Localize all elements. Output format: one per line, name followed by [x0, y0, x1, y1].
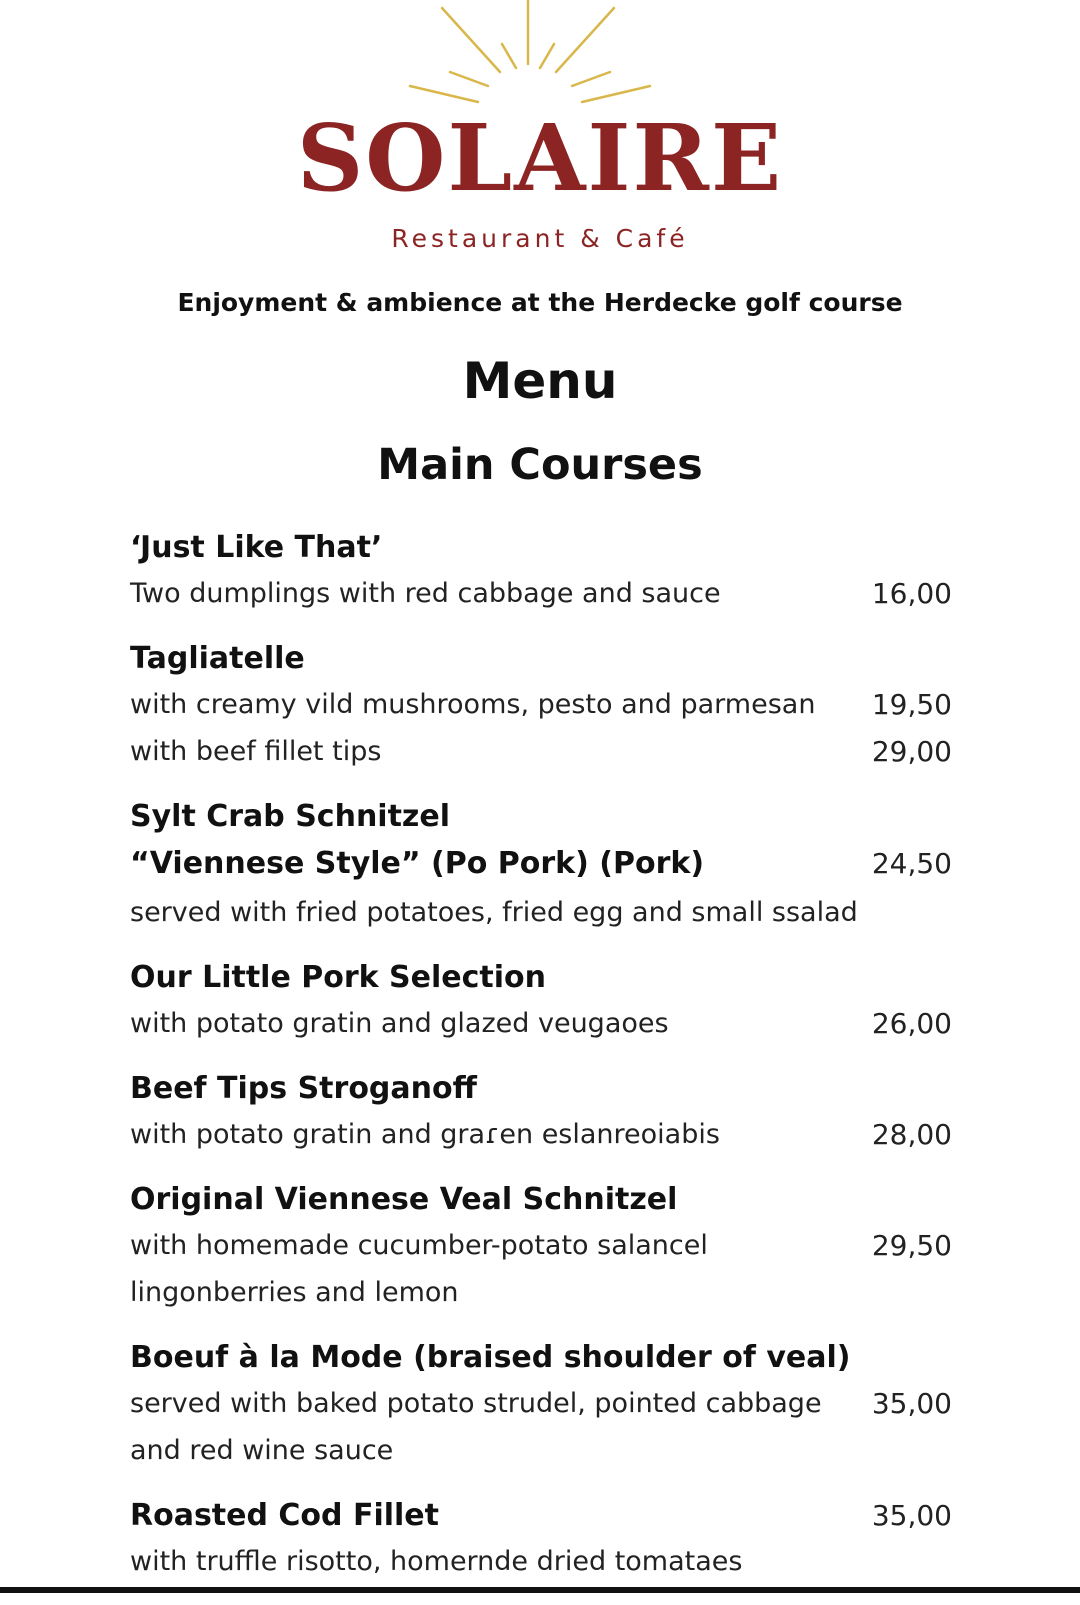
item-description [130, 1269, 952, 1316]
menu-item [130, 1178, 952, 1316]
item-description-text: lingonberries and lemon [130, 1277, 459, 1308]
tagline: Enjoyment & ambience at the Herdecke golf course [177, 288, 903, 317]
menu-items-list [130, 526, 952, 1605]
item-description [130, 570, 952, 617]
item-description [130, 889, 952, 936]
item-description [130, 728, 952, 775]
item-description-text: with potato gratin and glazed veugaoes [130, 1008, 669, 1039]
item-description [130, 1222, 952, 1269]
item-description-text: and red wine sauce [130, 1435, 394, 1466]
item-name: ‘Just Like That’ [130, 530, 383, 565]
item-description-text: with beef fillet tips [130, 736, 382, 767]
item-description [130, 1000, 952, 1047]
bottom-divider [0, 1587, 1080, 1593]
item-description-text: Two dumplings with red cabbage and sauce [130, 578, 721, 609]
menu-item [130, 637, 952, 775]
item-price: 35,00 [871, 1387, 952, 1420]
item-name: Original Viennese Veal Schnitzel [130, 1182, 678, 1217]
item-description [130, 1538, 952, 1585]
item-price: 24,50 [871, 847, 952, 880]
menu-item [130, 1494, 952, 1585]
item-name-row [130, 1494, 952, 1538]
item-description-text: served with baked potato strudel, pointed cabbage [130, 1388, 822, 1419]
item-subtitle-text: “Viennese Style” (Po Pork) (Pork) [130, 846, 705, 881]
item-price: 35,00 [871, 1499, 952, 1532]
menu-item [130, 1336, 952, 1474]
menu-item [130, 1067, 952, 1158]
item-name: Boeuf à la Mode (braised shoulder of veal) [130, 1340, 851, 1375]
item-price: 16,00 [871, 577, 952, 610]
section-title: Main Courses [377, 440, 703, 490]
item-price: 26,00 [871, 1007, 952, 1040]
item-description-text: with homemade cucumber-potato salancel [130, 1230, 708, 1261]
item-price: 28,00 [871, 1118, 952, 1151]
item-name: Our Little Pork Selection [130, 960, 547, 995]
menu-item [130, 526, 952, 617]
item-description-text: with truffle risotto, homernde dried tomataes [130, 1546, 743, 1577]
item-description-text: with potato gratin and graɾen eslanreoiabis [130, 1119, 720, 1150]
item-description-text: served with fried potatoes, fried egg and small ssalad [130, 897, 858, 928]
item-name: Beef Tips Stroganoff [130, 1071, 477, 1106]
menu-title: Menu [462, 352, 618, 410]
item-price: 29,00 [871, 735, 952, 768]
item-price: 19,50 [871, 688, 952, 721]
sun-rays-logo-icon [400, 0, 680, 120]
brand-name: SOLAIRE [296, 104, 784, 212]
item-description [130, 681, 952, 728]
menu-item [130, 956, 952, 1047]
item-description [130, 1111, 952, 1158]
menu-item [130, 795, 952, 936]
item-description [130, 1380, 952, 1427]
item-price: 29,50 [871, 1229, 952, 1262]
item-subtitle [130, 839, 952, 889]
item-description [130, 1427, 952, 1474]
item-name: Roasted Cod Fillet [130, 1498, 439, 1533]
brand-subtitle: Restaurant & Café [391, 224, 689, 253]
item-description-text: with creamy vild mushrooms, pesto and parmesan [130, 689, 816, 720]
item-name: Tagliatelle [130, 641, 305, 676]
item-name: Sylt Crab Schnitzel [130, 799, 451, 834]
